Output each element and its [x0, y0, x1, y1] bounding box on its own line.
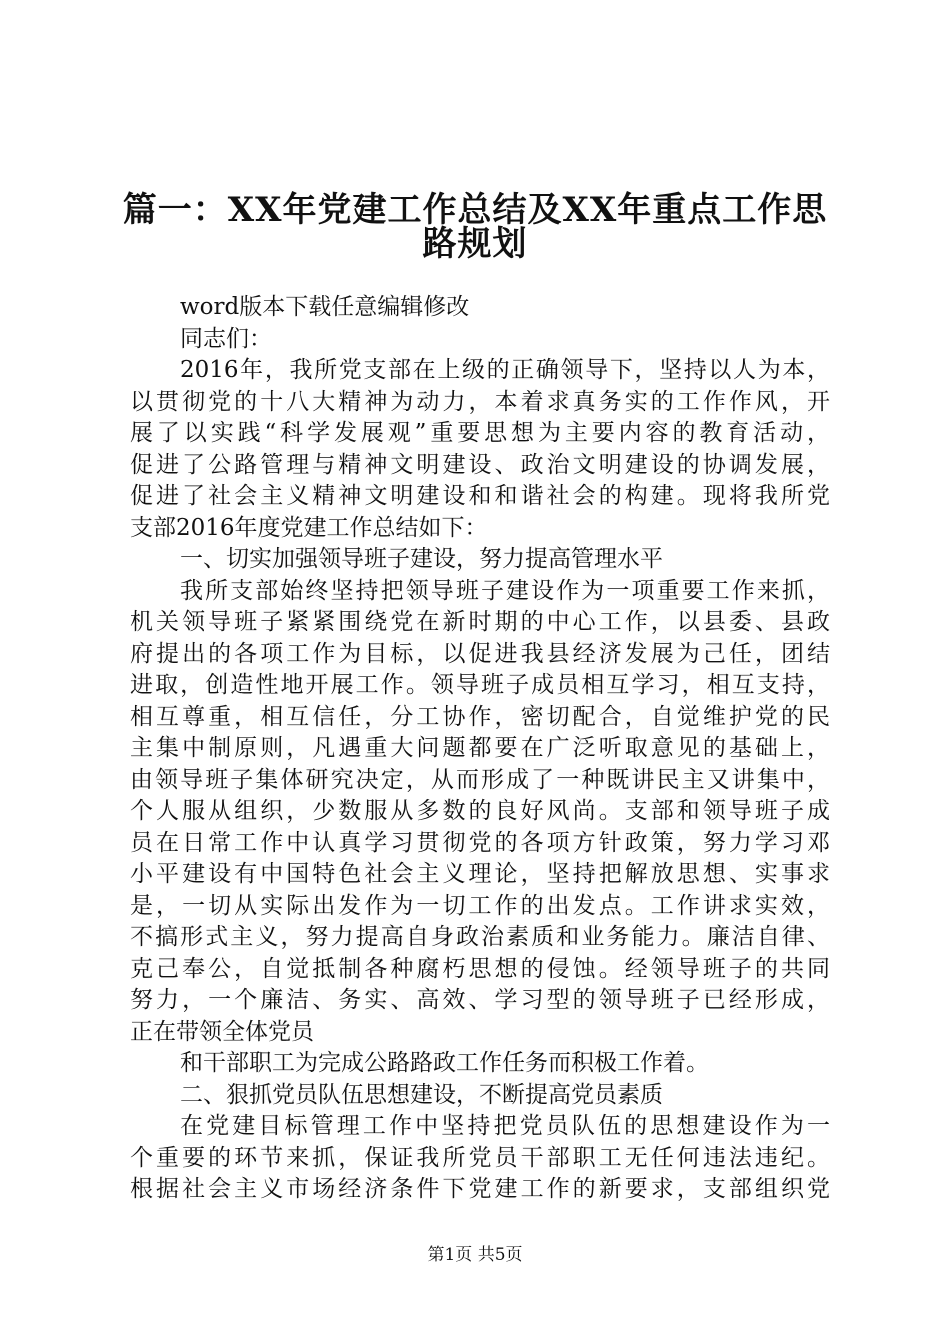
document-title-line-2: 路规划	[422, 224, 528, 264]
body-line: 展了以实践“科学发展观”重要思想为主要内容的教育活动，	[130, 420, 830, 446]
body-line: word版本下载任意编辑修改	[180, 294, 470, 320]
body-line: 进取，创造性地开展工作。领导班子成员相互学习，相互支持，	[130, 672, 830, 698]
body-line: 2016年，我所党支部在上级的正确领导下，坚持以人为本，	[180, 357, 830, 383]
body-line: 正在带领全体党员	[130, 1018, 314, 1045]
body-line: 不搞形式主义，努力提高自身政治素质和业务能力。廉洁自律、	[130, 924, 830, 950]
body-line: 克己奉公，自觉抵制各种腐朽思想的侵蚀。经领导班子的共同	[130, 955, 830, 982]
body-line: 小平建设有中国特色社会主义理论，坚持把解放思想、实事求	[130, 861, 830, 887]
body-line: 由领导班子集体研究决定，从而形成了一种既讲民主又讲集中，	[130, 766, 830, 793]
body-line: 二、狠抓党员队伍思想建设，不断提高党员素质	[180, 1081, 663, 1108]
body-line: 员在日常工作中认真学习贯彻党的各项方针政策，努力学习邓	[130, 829, 830, 856]
body-line: 支部2016年度党建工作总结如下：	[130, 514, 488, 541]
document-title-line-1: 篇一：XX年党建工作总结及XX年重点工作思	[122, 190, 828, 230]
body-line: 根据社会主义市场经济条件下党建工作的新要求，支部组织党	[130, 1176, 830, 1202]
body-line: 机关领导班子紧紧围绕党在新时期的中心工作，以县委、县政	[130, 609, 830, 635]
body-line: 个重要的环节来抓，保证我所党员干部职工无任何违法违纪。	[130, 1144, 830, 1171]
body-line: 我所支部始终坚持把领导班子建设作为一项重要工作来抓，	[180, 577, 830, 604]
body-line: 个人服从组织，少数服从多数的良好风尚。支部和领导班子成	[130, 798, 830, 824]
body-line: 努力，一个廉洁、务实、高效、学习型的领导班子已经形成，	[130, 987, 830, 1013]
document-body	[130, 292, 830, 1206]
body-line: 和干部职工为完成公路路政工作任务而积极工作着。	[180, 1050, 709, 1076]
body-line: 府提出的各项工作为目标，以促进我县经济发展为己任，团结	[130, 640, 830, 667]
body-line: 同志们：	[180, 325, 272, 352]
body-line: 在党建目标管理工作中坚持把党员队伍的思想建设作为一	[180, 1113, 830, 1139]
body-line: 主集中制原则，凡遇重大问题都要在广泛听取意见的基础上，	[130, 735, 830, 761]
body-line: 促进了社会主义精神文明建设和和谐社会的构建。现将我所党	[130, 483, 830, 509]
page-footer: 第1页 共5页	[427, 1245, 523, 1265]
body-line: 相互尊重，相互信任，分工协作，密切配合，自觉维护党的民	[130, 703, 830, 730]
body-line: 促进了公路管理与精神文明建设、政治文明建设的协调发展，	[130, 451, 830, 478]
body-line: 以贯彻党的十八大精神为动力，本着求真务实的工作作风，开	[130, 388, 830, 415]
body-line: 是，一切从实际出发作为一切工作的出发点。工作讲求实效，	[130, 892, 830, 919]
body-line: 一、切实加强领导班子建设，努力提高管理水平	[180, 546, 663, 572]
